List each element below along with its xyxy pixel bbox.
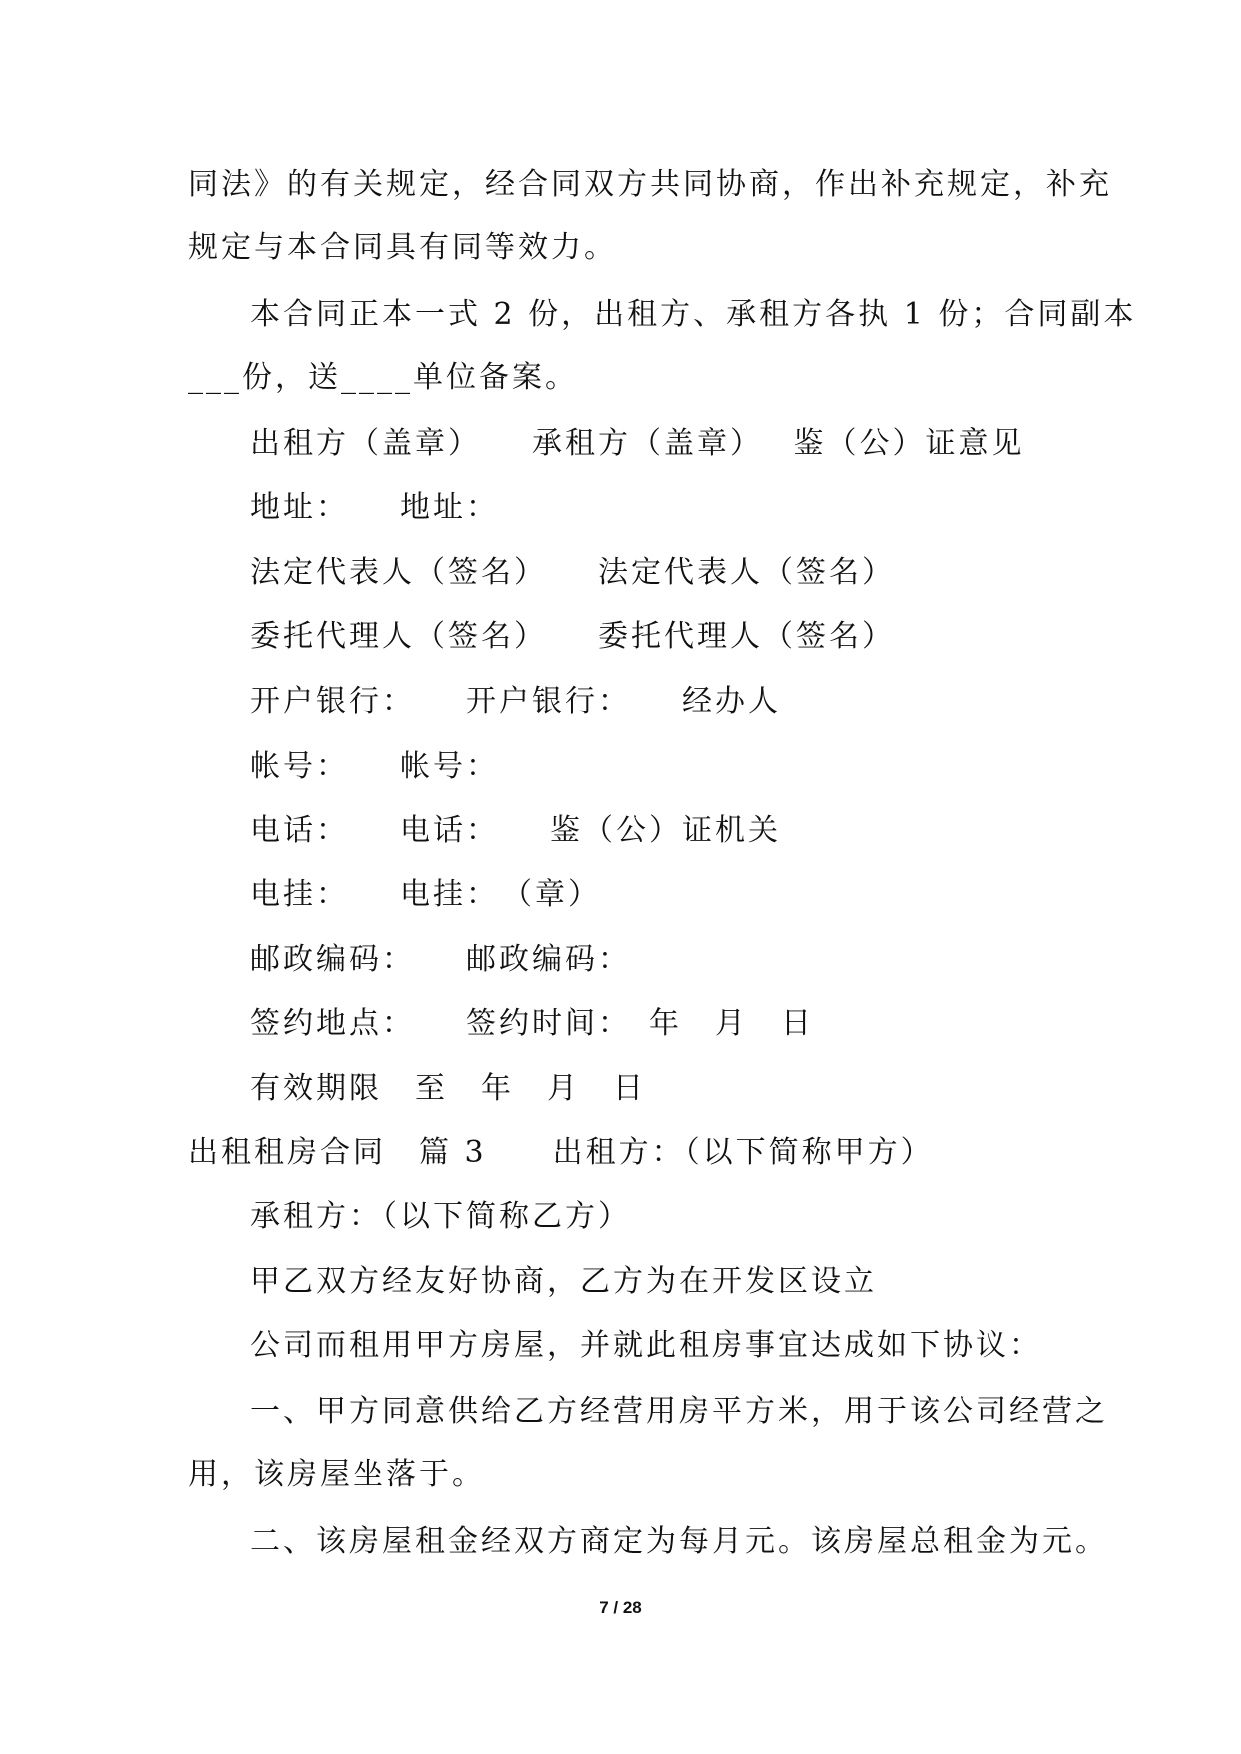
signature-field-line: 电挂： 电挂： （章） (250, 877, 601, 912)
body-text-line: 一、甲方同意供给乙方经营用房平方米，用于该公司经营之 (250, 1394, 1108, 1429)
body-text-line: 公司而租用甲方房屋，并就此租房事宜达成如下协议： (250, 1328, 1042, 1363)
signature-field-line: 出租方（盖章） 承租方（盖章） 鉴（公）证意见 (250, 426, 1025, 461)
body-text-line: 二、该房屋租金经双方商定为每月元。该房屋总租金为元。 (250, 1524, 1108, 1559)
body-text-line: 甲乙双方经友好协商，乙方为在开发区设立 (250, 1264, 877, 1299)
signature-field-line: 帐号： 帐号： (250, 749, 499, 784)
signature-field-line: 有效期限 至 年 月 日 (250, 1071, 646, 1106)
signature-field-line: 委托代理人（签名） 委托代理人（签名） (250, 619, 895, 654)
section-heading-line: 出租租房合同 篇 3 出租方：（以下简称甲方） (188, 1135, 934, 1170)
body-text-line: 同法》的有关规定，经合同双方共同协商，作出补充规定，补充 (188, 167, 1112, 202)
body-text-line: 规定与本合同具有同等效力。 (188, 230, 617, 265)
signature-field-line: 开户银行： 开户银行： 经办人 (250, 684, 781, 719)
page-number: 7 / 28 (599, 1598, 642, 1617)
signature-field-line: 电话： 电话： 鉴（公）证机关 (250, 813, 781, 848)
body-text-line: 本合同正本一式 2 份，出租方、承租方各执 1 份；合同副本 (250, 297, 1137, 332)
signature-field-line: 地址： 地址： (250, 490, 499, 525)
signature-field-line: 邮政编码： 邮政编码： (250, 942, 631, 977)
signature-field-line: 法定代表人（签名） 法定代表人（签名） (250, 555, 895, 590)
body-text-line: ___份，送____单位备案。 (188, 360, 578, 395)
body-text-line: 承租方：（以下简称乙方） (250, 1199, 631, 1234)
signature-field-line: 签约地点： 签约时间： 年 月 日 (250, 1006, 814, 1041)
body-text-line: 用，该房屋坐落于。 (188, 1457, 485, 1492)
